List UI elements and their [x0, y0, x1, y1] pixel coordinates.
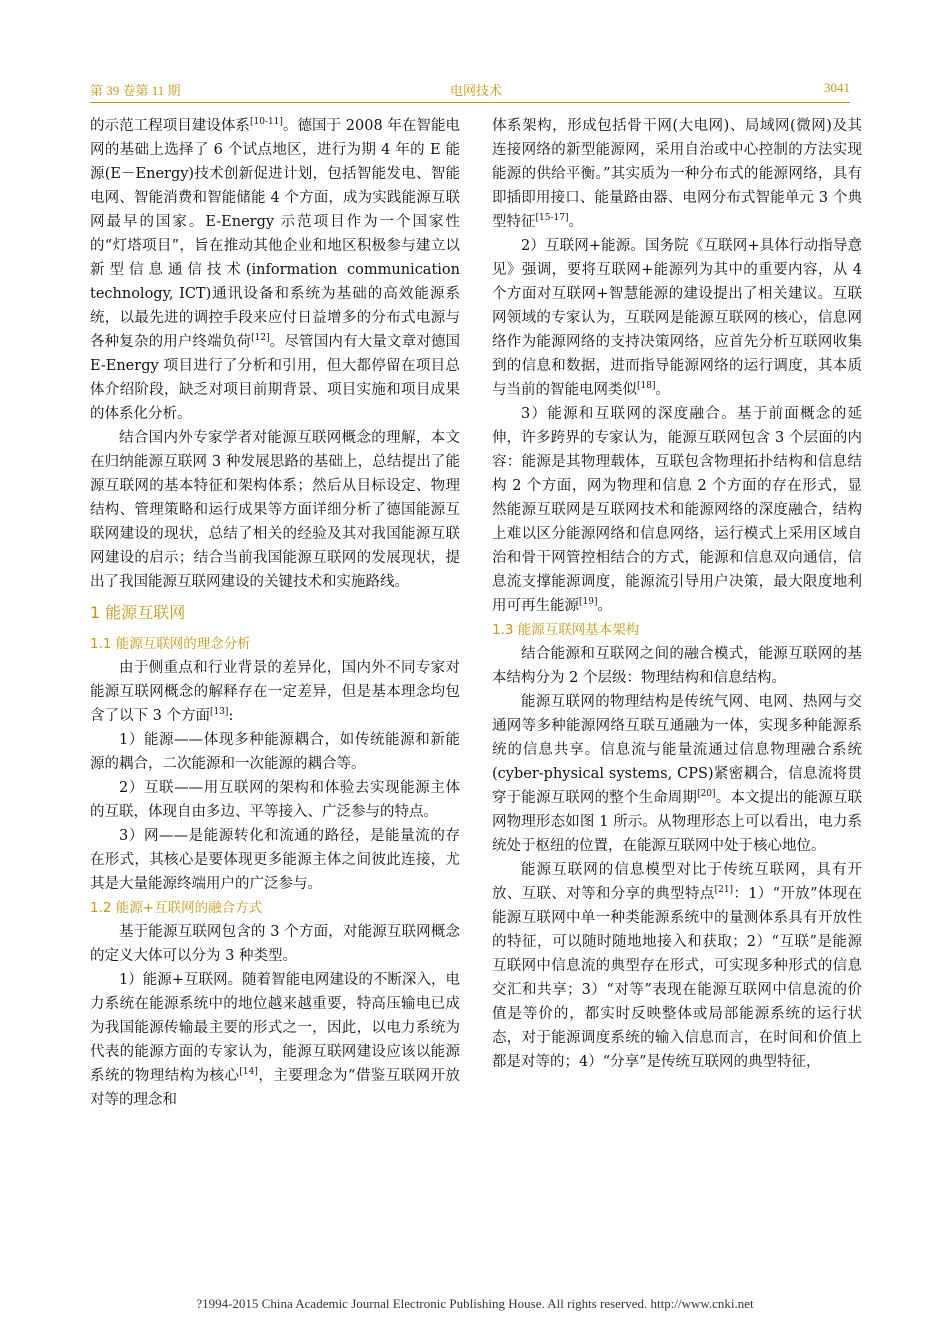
header-rule: [90, 102, 850, 103]
paragraph: 1）能源+互联网。随着智能电网建设的不断深入，电力系统在能源系统中的地位越来越重要，特高压输电已成为我国能源传输最主要的形式之一，因此，以电力系统为代表的能源方面的专家认为，能源互联网建设应该以能源系统的物理结构为核心[14]，主要理念为“借鉴互联网开放对等的理念和: [90, 972, 460, 1108]
list-item: 2）互联——用互联网的架构和体验去实现能源主体的互联，体现自由多边、平等接入、广泛参与的特点。: [90, 780, 460, 820]
paragraph: 3）能源和互联网的深度融合。基于前面概念的延伸，许多跨界的专家认为，能源互联网包含 3 个层面的内容：能源是其物理载体，互联包含物理拓扑结构和信息结构 2 个方面，网为物理和信息 2 个方面的存在形式，显然能源互联网是互联网技术和能源网络的深度融合，结构上难以区分能源网络和信息网络，运行模式上采用区域自治和骨干网管控相结合的方式，能源和信息双向通信，信息流支撑能源调度，能源流引导用户决策，最大限度地利用可再生能源[19]。: [492, 406, 862, 614]
subsection-heading: 1.3 能源互联网基本架构: [492, 622, 640, 638]
paragraph: 基于能源互联网包含的 3 个方面，对能源互联网概念的定义大体可以分为 3 种类型。: [90, 924, 460, 964]
paragraph: 能源互联网的信息模型对比于传统互联网，具有开放、互联、对等和分享的典型特点[21]：1）“开放”体现在能源互联网中单一种类能源系统中的量测体系具有开放性的特征，可以随时随地地接入和获取；2）“互联”是能源互联网中信息流的典型存在形式，可实现多种形式的信息交汇和共享；3）“对等”表现在能源互联网中信息流的价值是等价的，都实时反映整体或局部能源系统的运行状态，对于能源调度系统的输入信息而言，在时间和价值上都是对等的；4）“分享”是传统互联网的典型特征，: [492, 862, 862, 1070]
paragraph: 由于侧重点和行业背景的差异化，国内外不同专家对能源互联网概念的解释存在一定差异，但是基本理念均包含了以下 3 个方面[13]:: [90, 660, 460, 724]
list-item: 1）能源——体现多种能源耦合，如传统能源和新能源的耦合，二次能源和一次能源的耦合等。: [90, 732, 460, 772]
citation[interactable]: [19]: [579, 597, 598, 608]
citation[interactable]: [15-17]: [535, 213, 569, 224]
paragraph: 结合国内外专家学者对能源互联网概念的理解，本文在归纳能源互联网 3 种发展思路的基础上，总结提出了能源互联网的基本特征和架构体系；然后从目标设定、物理结构、管理策略和运行成果等方面详细分析了德国能源互联网建设的现状，总结了相关的经验及其对我国能源互联网建设的启示；结合当前我国能源互联网的发展现状，提出了我国能源互联网建设的关键技术和实施路线。: [90, 430, 460, 590]
paragraph: 的示范工程项目建设体系[10-11]。德国于 2008 年在智能电网的基础上选择了 6 个试点地区，进行为期 4 年的 E 能源(E－Energy)技术创新促进计划，包括智能发电、智能电网、智能消费和智能储能 4 个方面，成为实践能源互联网最早的国家。E-Energy 示范项目作为一个国家性的“灯塔项目”，旨在推动其他企业和地区积极参与建立以新型信息通信技术(information communication technology, ICT)通讯设备和系统为基础的高效能源系统，以最先进的调控手段来应付日益增多的分布式电源与各种复杂的用户终端负荷[12]。尽管国内有大量文章对德国 E-Energy 项目进行了分析和引用，但大都停留在项目总体介绍阶段，缺乏对项目前期背景、项目实施和项目成果的体系化分析。: [90, 117, 461, 422]
subsection-heading: 1.2 能源+互联网的融合方式: [90, 900, 263, 916]
left-column: [90, 114, 460, 1112]
running-header: [90, 80, 850, 102]
citation[interactable]: [18]: [637, 381, 656, 392]
volume-issue: 第 39 卷第 11 期: [90, 83, 181, 98]
page-number: 3041: [824, 80, 850, 95]
citation[interactable]: [14]: [239, 1067, 258, 1078]
paragraph: 2）互联网+能源。国务院《互联网+具体行动指导意见》强调，要将互联网+能源列为其中的重要内容，从 4 个方面对互联网+智慧能源的建设提出了相关建议。互联网领域的专家认为，互联网是能源互联网的核心，信息网络作为能源网络的支持决策网络，应首先分析互联网收集到的信息和数据，进而指导能源网络的运行调度，其本质与当前的智能电网类似[18]。: [492, 238, 862, 398]
paragraph: 体系架构，形成包括骨干网(大电网)、局域网(微网)及其连接网络的新型能源网，采用自治或中心控制的方法实现能源的供给平衡。”其实质为一种分布式的能源网络，具有即插即用接口、能量路由器、电网分布式智能单元 3 个典型特征[15-17]。: [492, 118, 862, 230]
copyright-footer: ?1994-2015 China Academic Journal Electronic Publishing House. All rights reserved. http://www.cnki.net: [196, 1296, 754, 1311]
paragraph: 结合能源和互联网之间的融合模式，能源互联网的基本结构分为 2 个层级：物理结构和信息结构。: [492, 646, 862, 686]
citation[interactable]: [13]: [209, 707, 229, 718]
list-item: 3）网——是能源转化和流通的路径，是能量流的存在形式，其核心是要体现更多能源主体之间彼此连接，尤其是大量能源终端用户的广泛参与。: [90, 828, 460, 892]
right-column: [492, 114, 862, 1074]
section-heading: 1 能源互联网: [90, 603, 186, 622]
citation[interactable]: [12]: [251, 333, 270, 344]
citation[interactable]: [20]: [697, 789, 716, 800]
paragraph: 能源互联网的物理结构是传统气网、电网、热网与交通网等多种能源网络互联互通融为一体，实现多种能源系统的信息共享。信息流与能量流通过信息物理融合系统(cyber-physical systems, CPS)紧密耦合，信息流将贯穿于能源互联网的整个生命周期[20]。本文提出的能源互联网物理形态如图 1 所示。从物理形态上可以看出，电力系统处于枢纽的位置，在能源互联网中处于核心地位。: [492, 694, 863, 854]
subsection-heading: 1.1 能源互联网的理念分析: [90, 636, 251, 652]
journal-title: 电网技术: [450, 83, 503, 98]
citation[interactable]: [21]: [714, 885, 734, 896]
citation[interactable]: [10-11]: [249, 117, 283, 128]
